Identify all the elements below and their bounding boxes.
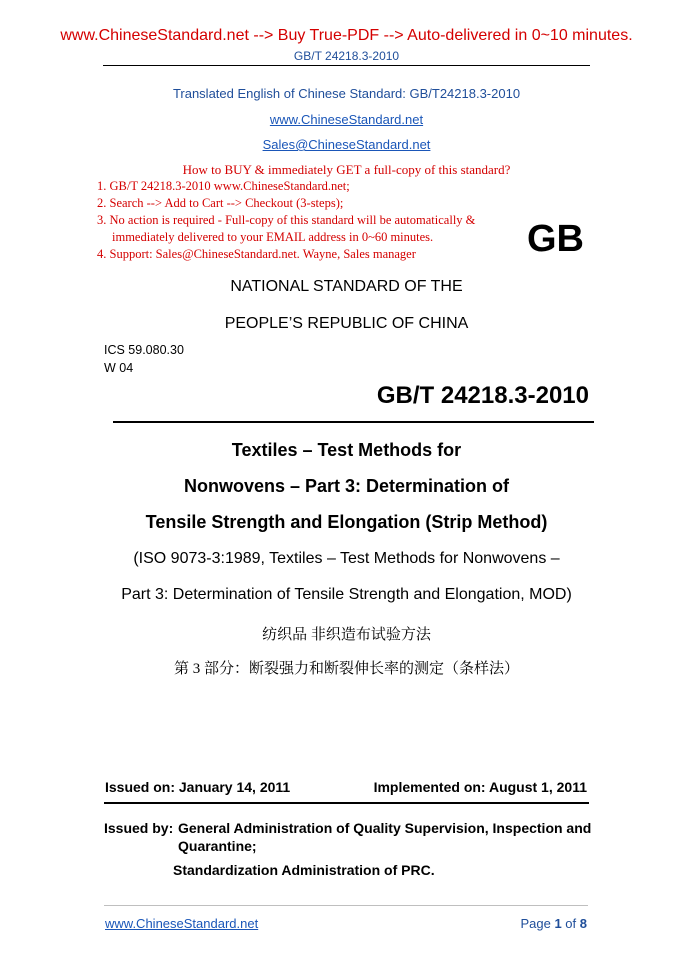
- howto-title: How to BUY & immediately GET a full-copy of this standard?: [182, 162, 511, 177]
- page-prefix: Page: [520, 916, 551, 931]
- footer-divider: [104, 905, 588, 906]
- page-total: 8: [579, 916, 587, 931]
- page-indicator: [0, 916, 587, 931]
- title-line-3: Tensile Strength and Elongation (Strip Method): [145, 512, 548, 532]
- howto-step-1: 1. GB/T 24218.3-2010 www.ChineseStandard.net;: [97, 179, 350, 193]
- implemented-date: Implemented on: August 1, 2011: [373, 779, 587, 795]
- website-link[interactable]: www.ChineseStandard.net: [269, 112, 424, 127]
- howto-step-4: 4. Support: Sales@ChineseStandard.net. Wayne, Sales manager: [97, 247, 416, 261]
- title-line-1: Textiles – Test Methods for: [231, 440, 462, 460]
- email-link[interactable]: Sales@ChineseStandard.net: [262, 137, 431, 152]
- howto-step-3: 3. No action is required - Full-copy of this standard will be automatically &: [97, 213, 476, 227]
- page-of: of: [565, 916, 577, 931]
- number-divider: [113, 421, 594, 423]
- w-code: W 04: [104, 361, 134, 375]
- howto-step-3-cont: immediately delivered to your EMAIL address in 0~60 minutes.: [112, 230, 434, 244]
- ics-code: ICS 59.080.30: [104, 343, 184, 357]
- howto-step-2: 2. Search --> Add to Cart --> Checkout (3-steps);: [97, 196, 344, 210]
- header-banner[interactable]: www.ChineseStandard.net --> Buy True-PDF --> Auto-delivered in 0~10 minutes.: [60, 27, 633, 44]
- issuer-line-1: General Administration of Quality Supervision, Inspection and: [178, 820, 592, 836]
- standard-number: GB/T 24218.3-2010: [376, 382, 589, 409]
- header-doc-id: GB/T 24218.3-2010: [293, 49, 400, 63]
- page-current: 1: [554, 916, 562, 931]
- header-divider: [103, 65, 590, 66]
- translated-line: Translated English of Chinese Standard: GB/T24218.3-2010: [172, 86, 521, 101]
- chinese-title-line-1: 纺织品 非织造布试验方法: [262, 627, 431, 643]
- issued-date: Issued on: January 14, 2011: [105, 779, 291, 795]
- footer-website-link[interactable]: www.ChineseStandard.net: [105, 916, 259, 931]
- gb-logo: GB: [527, 218, 584, 260]
- issuer-line-3: Standardization Administration of PRC.: [173, 862, 435, 878]
- issuer-label: Issued by:: [104, 820, 174, 836]
- iso-line-2: Part 3: Determination of Tensile Strength and Elongation, MOD): [121, 586, 572, 603]
- national-line-1: NATIONAL STANDARD OF THE: [230, 278, 463, 295]
- issuer-line-2: Quarantine;: [178, 838, 257, 854]
- title-line-2: Nonwovens – Part 3: Determination of: [183, 476, 510, 496]
- chinese-title-line-2: 第 3 部分：断裂强力和断裂伸长率的测定（条样法）: [173, 661, 519, 677]
- dates-divider: [104, 802, 589, 804]
- national-line-2: PEOPLE’S REPUBLIC OF CHINA: [224, 315, 469, 332]
- iso-line-1: (ISO 9073-3:1989, Textiles – Test Methods for Nonwovens –: [133, 550, 560, 567]
